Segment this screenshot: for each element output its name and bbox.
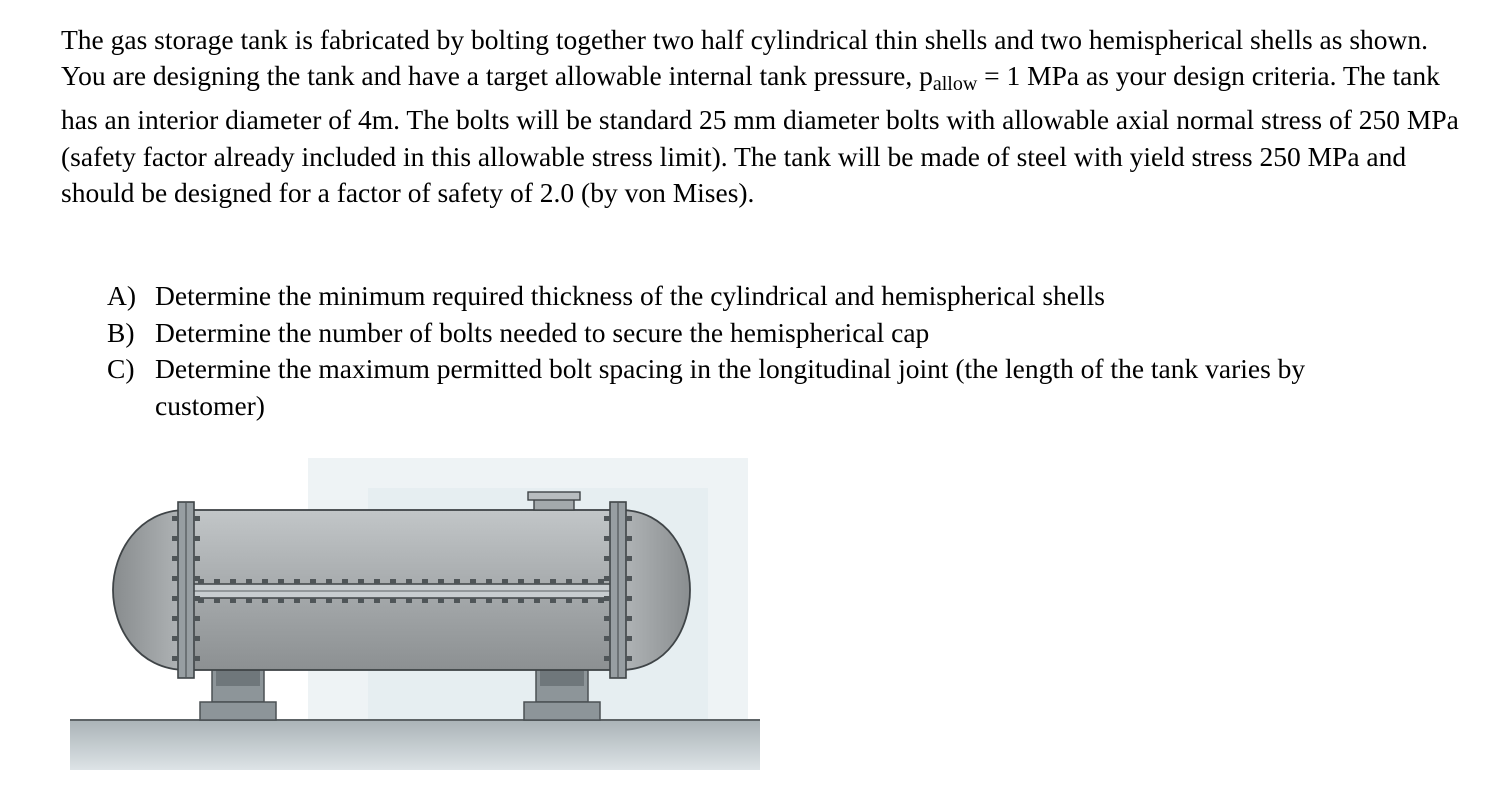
problem-statement	[61, 22, 1461, 211]
left-hemispherical-cap	[113, 510, 186, 670]
gas-storage-tank-icon	[68, 458, 768, 773]
question-item-c	[107, 351, 1407, 424]
tank-figure	[68, 458, 768, 773]
question-item-b	[107, 315, 1407, 352]
ground	[70, 720, 760, 770]
question-marker: B)	[107, 316, 135, 348]
question-marker: A)	[107, 280, 137, 311]
question-text: Determine the maximum permitted bolt spacing in the longitudinal joint (the length of the tank varies by customer)	[155, 353, 1306, 421]
pressure-subscript: allow	[932, 73, 978, 96]
question-text: Determine the minimum required thickness of the cylindrical and hemispherical shells	[155, 280, 1105, 311]
question-list	[107, 278, 1407, 424]
problem-text-part1: The gas storage tank is fabricated by bolting together two half cylindrical thin shells and two hemispherical shells as shown. You are designing the tank and have a target allowable internal tank pressure, p	[61, 24, 1429, 92]
question-marker: C)	[107, 353, 135, 384]
question-text: Determine the number of bolts needed to secure the hemispherical cap	[155, 316, 930, 348]
question-item-a	[107, 278, 1407, 315]
top-nozzle	[528, 492, 580, 510]
problem-text-part2: = 1 MPa as your design criteria. The tank has an interior diameter of 4m. The bolts will be standard 25 mm diameter bolts with allowable axial normal stress of 250 MPa (safety factor already included in this allowable stress limit). The tank will be made of steel with yield stress 250 MPa and should be designed for a factor of safety of 2.0 (by von Mises).	[61, 60, 1459, 208]
